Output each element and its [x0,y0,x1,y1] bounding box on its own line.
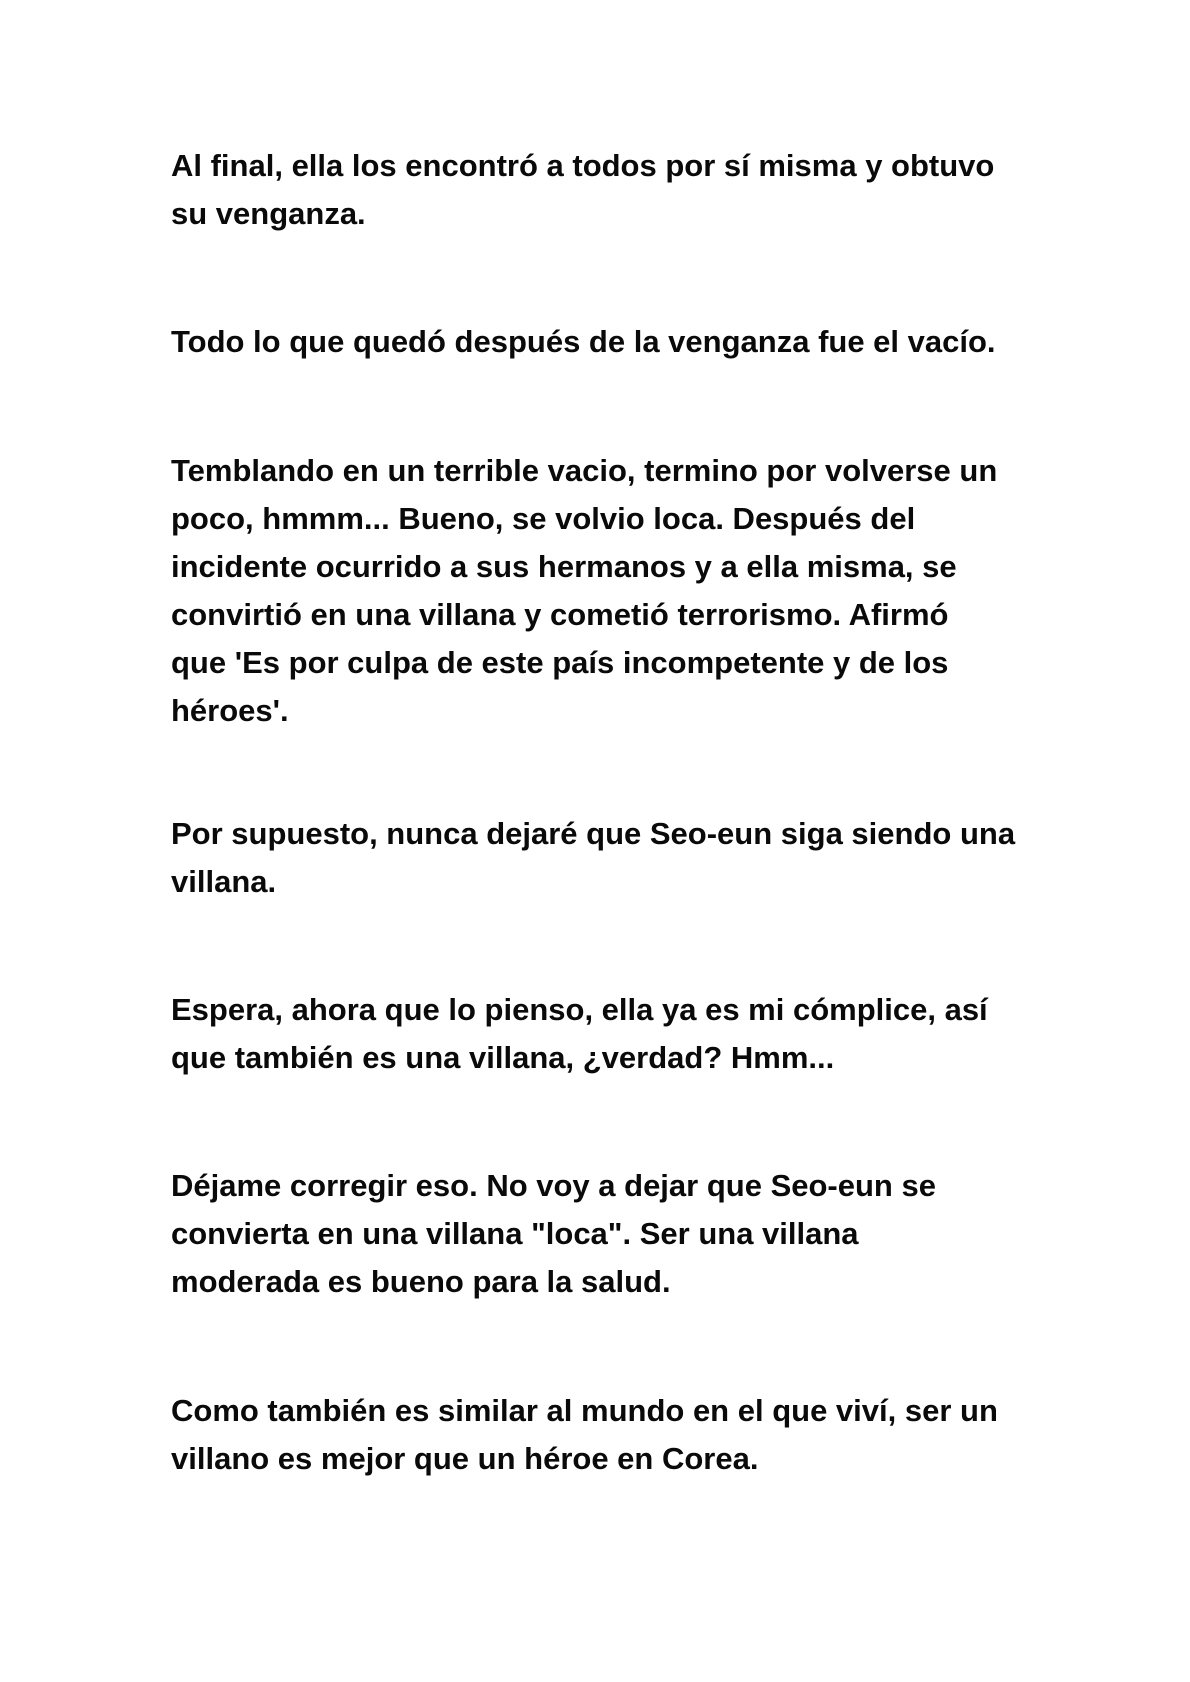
paragraph-line: Temblando en un terrible vacio, termino por volverse un [171,453,998,488]
paragraph-line: héroes'. [171,693,289,728]
paragraph-line: poco, hmmm... Bueno, se volvio loca. Después del [171,501,916,536]
paragraph-line: incidente ocurrido a sus hermanos y a ella misma, se [171,549,957,584]
paragraph-4 [171,810,1015,906]
paragraph-line: Déjame corregir eso. No voy a dejar que Seo-eun se [171,1168,936,1203]
paragraph-line: que también es una villana, ¿verdad? Hmm... [171,1040,835,1075]
paragraph-line: Espera, ahora que lo pienso, ella ya es mi cómplice, así [171,992,988,1027]
paragraph-line: Por supuesto, nunca dejaré que Seo-eun siga siendo una [171,816,1016,851]
paragraph-line: villana. [171,864,277,899]
paragraph-line: Como también es similar al mundo en el que viví, ser un [171,1393,998,1428]
paragraph-line: su venganza. [171,196,366,231]
paragraph-line: villano es mejor que un héroe en Corea. [171,1441,759,1476]
paragraph-1 [171,142,994,238]
paragraph-line: convierta en una villana "loca". Ser una villana [171,1216,859,1251]
paragraph-line: moderada es bueno para la salud. [171,1264,671,1299]
paragraph-5 [171,986,988,1082]
paragraph-7 [171,1387,998,1483]
paragraph-line: Todo lo que quedó después de la venganza fue el vacío. [171,324,996,359]
paragraph-line: que 'Es por culpa de este país incompetente y de los [171,645,949,680]
paragraph-2 [171,318,996,366]
paragraph-3 [171,447,997,735]
paragraph-line: convirtió en una villana y cometió terrorismo. Afirmó [171,597,949,632]
paragraph-line: Al final, ella los encontró a todos por sí misma y obtuvo [171,148,995,183]
paragraph-6 [171,1162,936,1306]
